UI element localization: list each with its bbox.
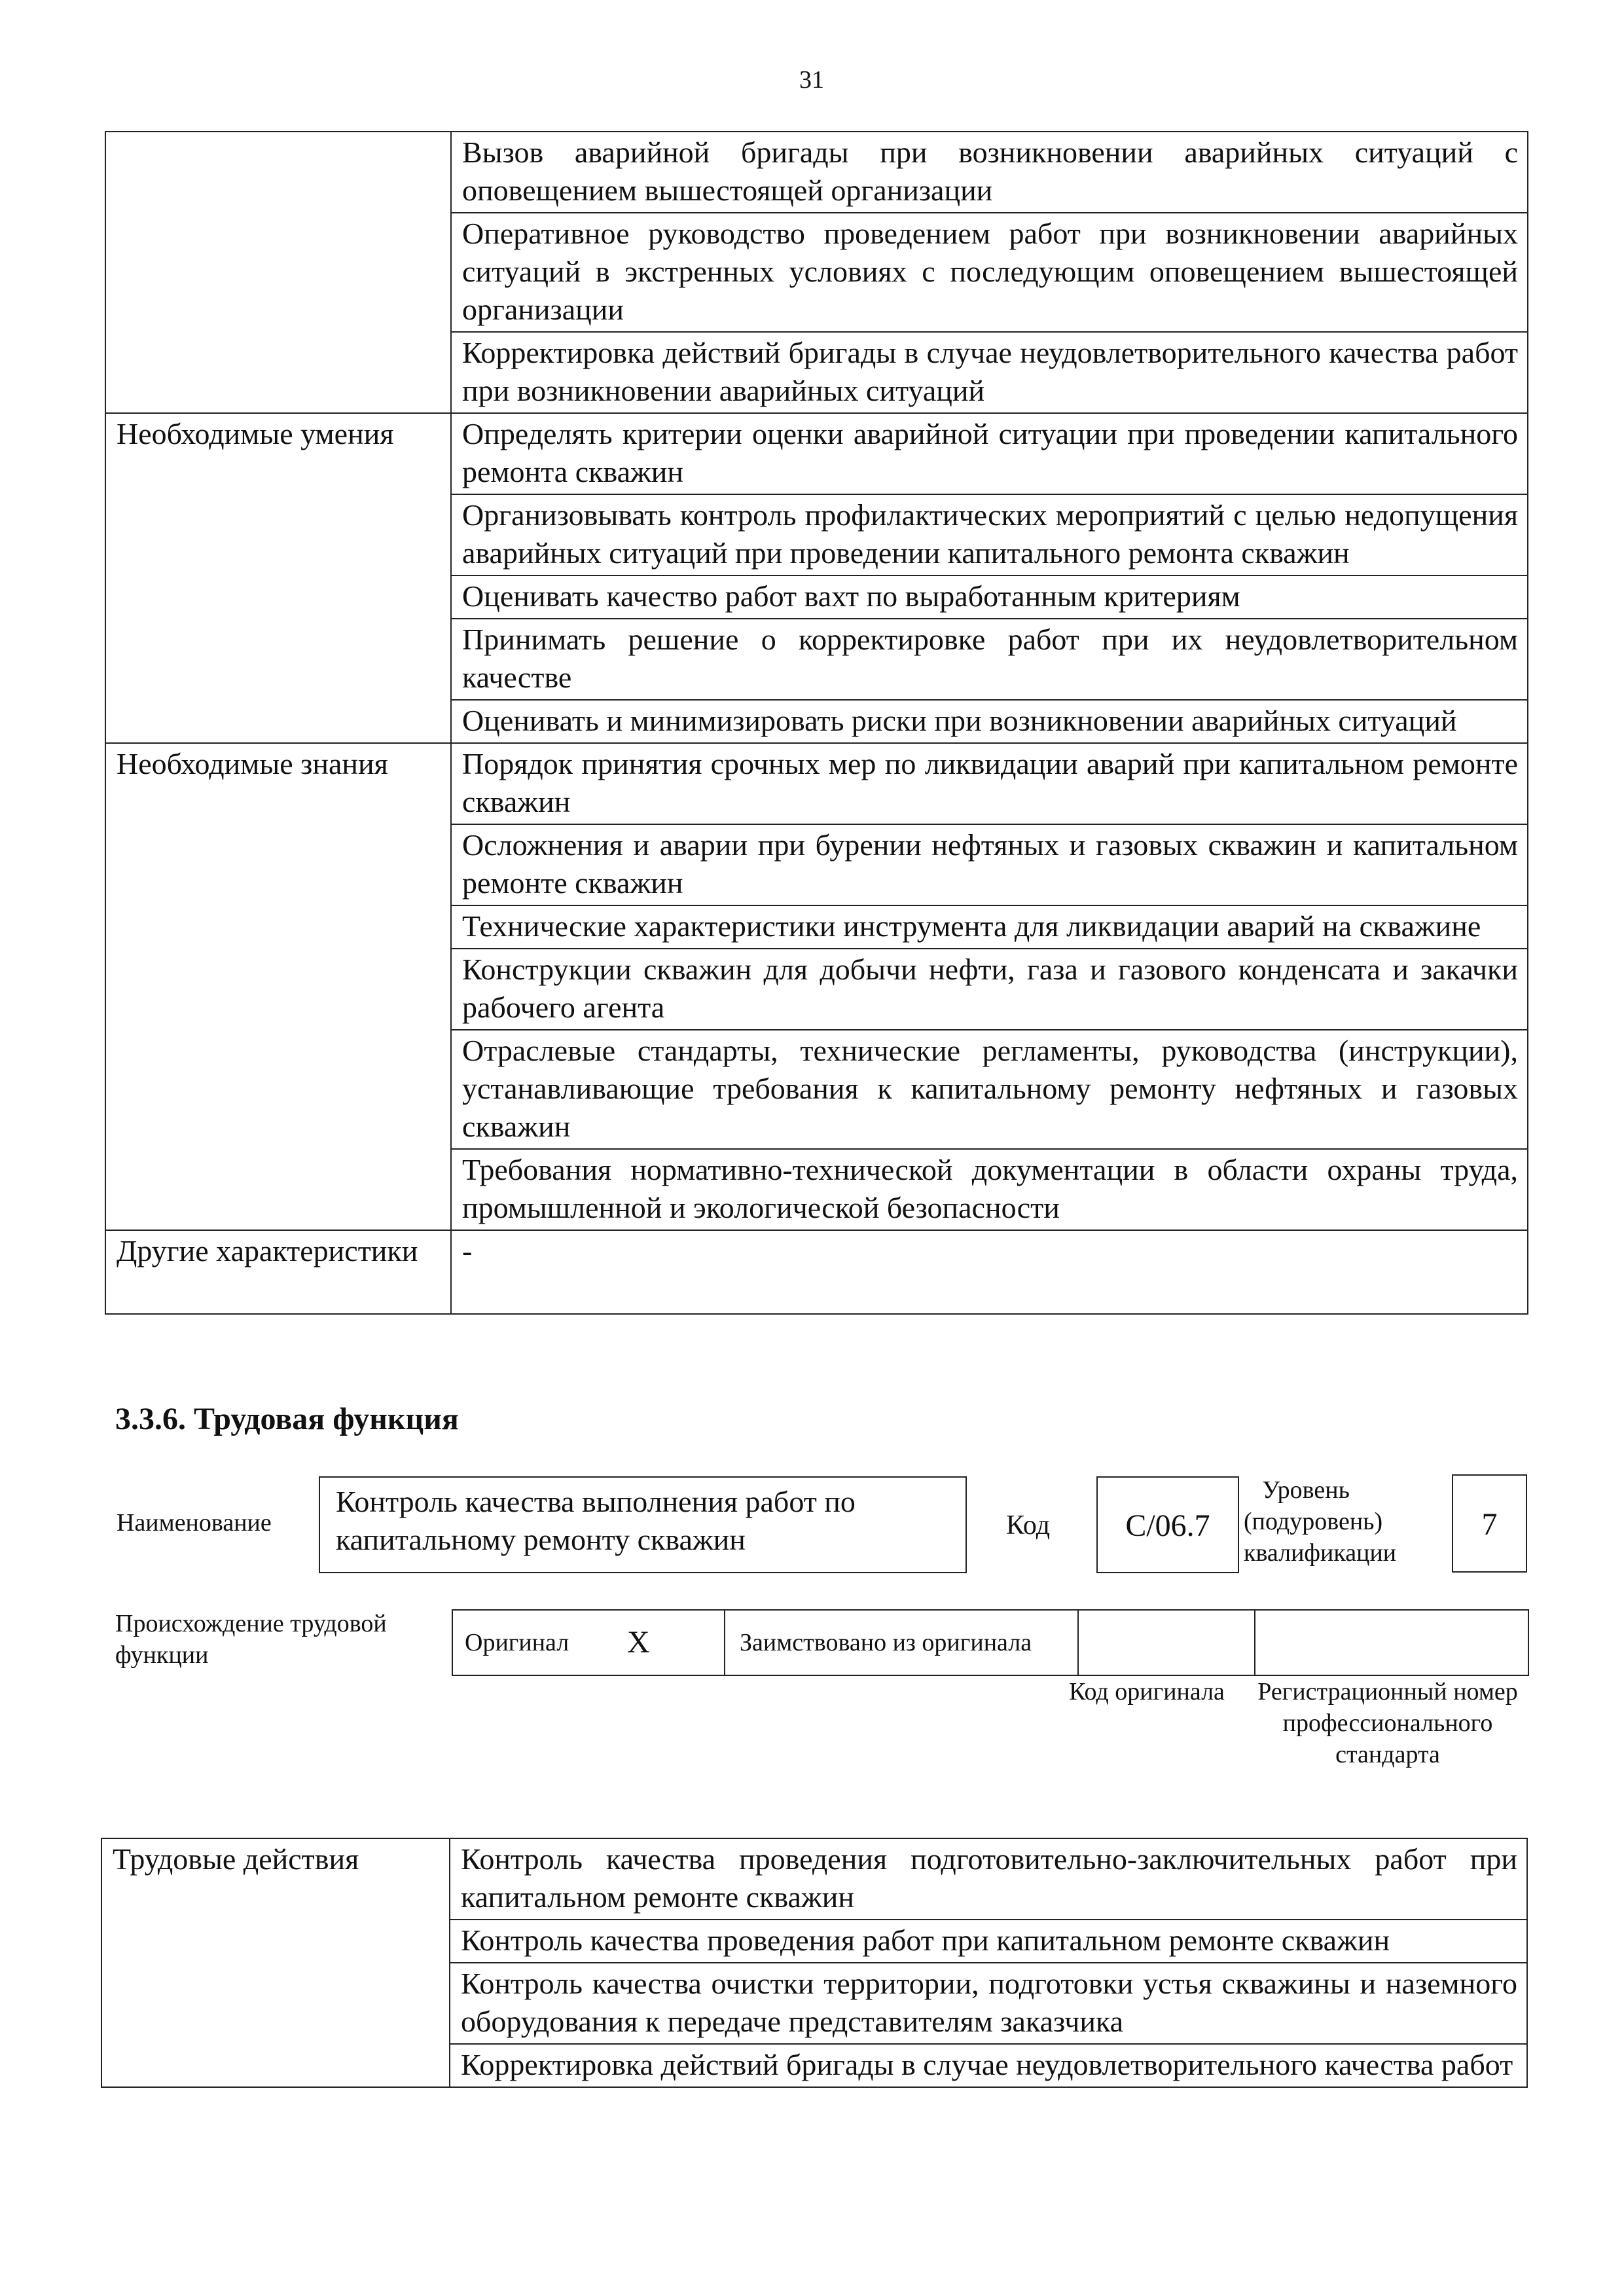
name-label: Наименование: [117, 1509, 272, 1537]
table-cell: Определять критерии оценки аварийной ситуации при проведении капитального ремонта скважин: [451, 413, 1528, 494]
original-code-cell: [1078, 1610, 1255, 1675]
registration-number-caption: Регистрационный номер профессионального стандарта: [1257, 1678, 1518, 1768]
page-number: 31: [799, 66, 824, 94]
level-value: 7: [1452, 1474, 1527, 1573]
registration-number-cell: [1255, 1610, 1528, 1675]
requirements-table: [105, 131, 1528, 1315]
table-cell: Принимать решение о корректировке работ при их неудовлетворительном качестве: [451, 619, 1528, 700]
group-label-knowledge: Необходимые знания: [105, 743, 451, 1230]
labor-actions-label: Трудовые действия: [101, 1838, 450, 2087]
section-heading: 3.3.6. Трудовая функция: [115, 1402, 459, 1436]
table-cell: Контроль качества проведения работ при капитальном ремонте скважин: [450, 1920, 1527, 1963]
table-cell: Технические характеристики инструмента для ликвидации аварий на скважине: [451, 905, 1528, 949]
function-name-value: Контроль качества выполнения работ по капитальному ремонту скважин: [319, 1476, 967, 1573]
table-cell: Оценивать и минимизировать риски при возникновении аварийных ситуаций: [451, 700, 1528, 743]
table-cell: Организовывать контроль профилактических мероприятий с целью недопущения аварийных ситуаций при проведении капитального ремонта скважин: [451, 494, 1528, 575]
group-label-other: Другие характеристики: [105, 1230, 451, 1314]
original-label: Оригинал: [452, 1610, 626, 1675]
original-code-caption: Код оригинала: [1069, 1678, 1225, 1705]
table-cell: Вызов аварийной бригады при возникновении аварийных ситуаций с оповещением вышестоящей организации: [451, 132, 1528, 213]
group-label: [105, 132, 451, 413]
table-cell: Порядок принятия срочных мер по ликвидации аварий при капитальном ремонте скважин: [451, 743, 1528, 824]
labor-actions-table: [101, 1838, 1528, 2088]
table-cell: Оперативное руководство проведением работ при возникновении аварийных ситуаций в экстренных условиях с последующим оповещением вышестоящей организации: [451, 213, 1528, 332]
table-cell: Корректировка действий бригады в случае неудовлетворительного качества работ при возникновении аварийных ситуаций: [451, 332, 1528, 413]
table-row: [452, 1610, 1528, 1675]
table-row: [105, 1230, 1528, 1314]
original-mark: X: [626, 1610, 725, 1675]
table-cell: Конструкции скважин для добычи нефти, газа и газового конденсата и закачки рабочего агента: [451, 949, 1528, 1030]
table-row: [105, 413, 1528, 494]
table-cell: Требования нормативно-технической документации в области охраны труда, промышленной и экологической безопасности: [451, 1149, 1528, 1230]
group-label-skills: Необходимые умения: [105, 413, 451, 743]
code-value: C/06.7: [1096, 1476, 1239, 1573]
table-cell: -: [451, 1230, 1528, 1314]
origin-label: Происхождение трудовой функции: [115, 1610, 387, 1669]
table-cell: Контроль качества очистки территории, подготовки устья скважины и наземного оборудования к передаче представителям заказчика: [450, 1963, 1527, 2044]
table-cell: Контроль качества проведения подготовительно-заключительных работ при капитальном ремонте скважин: [450, 1838, 1527, 1920]
table-row: [105, 132, 1528, 213]
table-row: [105, 743, 1528, 824]
table-cell: Корректировка действий бригады в случае неудовлетворительного качества работ: [450, 2044, 1527, 2087]
table-cell: Отраслевые стандарты, технические регламенты, руководства (инструкции), устанавливающие требования к капитальному ремонту нефтяных и газовых скважин: [451, 1030, 1528, 1149]
level-label: Уровень (подуровень) квалификации: [1244, 1476, 1397, 1567]
origin-table: [452, 1609, 1529, 1676]
table-cell: Оценивать качество работ вахт по выработанным критериям: [451, 575, 1528, 619]
table-cell: Осложнения и аварии при бурении нефтяных и газовых скважин и капитальном ремонте скважин: [451, 824, 1528, 905]
code-label: Код: [1006, 1510, 1051, 1540]
table-row: [101, 1838, 1527, 1920]
borrowed-label: Заимствовано из оригинала: [725, 1610, 1078, 1675]
